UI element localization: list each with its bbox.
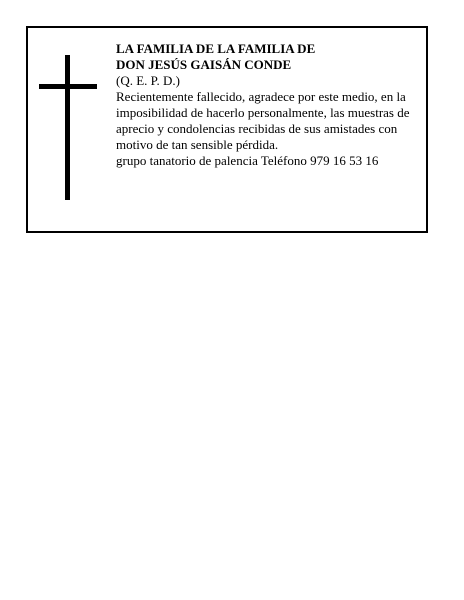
heading-line-1: LA FAMILIA DE LA FAMILIA DE xyxy=(116,41,316,56)
cross-icon xyxy=(39,55,97,200)
notice-text xyxy=(116,41,424,169)
obituary-notice xyxy=(26,26,428,233)
cross-horizontal-bar xyxy=(39,84,97,89)
funeral-home-contact: grupo tanatorio de palencia Teléfono 979 16 53 16 xyxy=(116,153,379,168)
notice-body: Recientemente fallecido, agradece por este medio, en la imposibilidad de hacerlo personalmente, las muestras de aprecio y condolencias recibidas de sus amistades con motivo de tan sensible pérdida. xyxy=(116,89,410,152)
heading-line-2: DON JESÚS GAISÁN CONDE xyxy=(116,57,292,72)
qepd-label: (Q. E. P. D.) xyxy=(116,73,180,88)
cross-vertical-bar xyxy=(65,55,70,200)
